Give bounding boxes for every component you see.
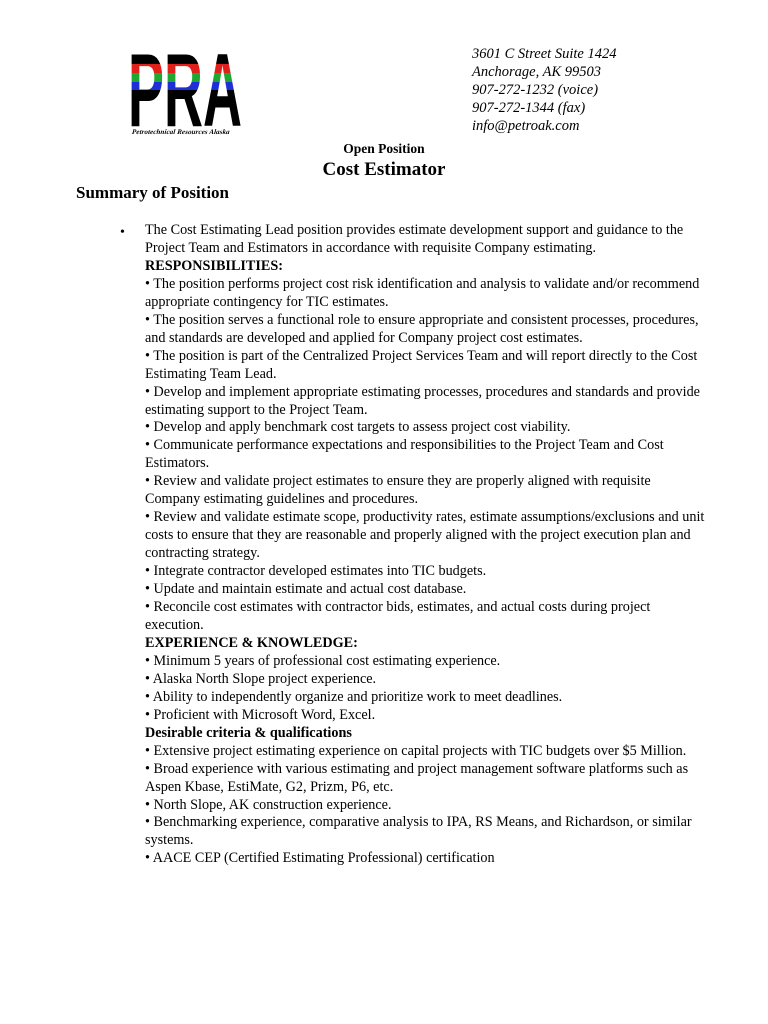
desirable-item: • AACE CEP (Certified Estimating Professional) certification: [145, 850, 495, 867]
responsibility-item: • Develop and apply benchmark cost targets to assess project cost viability.: [145, 419, 571, 436]
responsibility-item: • Reconcile cost estimates with contractor bids, estimates, and actual costs during project execution.: [145, 599, 651, 633]
intro-paragraph: The Cost Estimating Lead position provides estimate development support and guidance to the Project Team and Estimators in accordance with requisite Company estimating.: [145, 222, 684, 256]
desirable-heading: Desirable criteria & qualifications: [145, 724, 352, 741]
responsibilities-heading: RESPONSIBILITIES:: [145, 257, 283, 274]
responsibility-item: • The position is part of the Centralized Project Services Team and will report directly to the Cost Estimating Team Lead.: [145, 347, 698, 382]
email-address: info@petroak.com: [472, 118, 580, 134]
desirable-item: • North Slope, AK construction experience.: [145, 796, 392, 813]
responsibility-item: • The position serves a functional role to ensure appropriate and consistent processes, procedures, and standards are developed and applied for Company project cost estimates.: [145, 311, 699, 346]
page-title: Cost Estimator: [322, 159, 446, 180]
phone-fax: 907-272-1344 (fax): [472, 100, 586, 116]
logo-subtitle: Petrotechnical Resources Alaska: [131, 128, 231, 136]
responsibility-item: • The position performs project cost risk identification and analysis to validate and/or recommend appropriate contingency for TIC estimates.: [145, 275, 700, 310]
experience-item: • Ability to independently organize and prioritize work to meet deadlines.: [145, 688, 563, 705]
address-city: Anchorage, AK 99503: [472, 64, 602, 80]
phone-voice: 907-272-1232 (voice): [472, 82, 599, 98]
list-bullet: •: [120, 225, 125, 240]
responsibility-item: • Develop and implement appropriate estimating processes, procedures and standards and provide estimating support to the Project Team.: [145, 383, 700, 418]
experience-heading: EXPERIENCE & KNOWLEDGE:: [145, 634, 358, 651]
company-logo: [128, 44, 244, 142]
experience-item: • Alaska North Slope project experience.: [145, 670, 377, 687]
address-street: 3601 C Street Suite 1424: [472, 46, 617, 62]
responsibility-item: • Communicate performance expectations and responsibilities to the Project Team and Cost Estimators.: [145, 437, 664, 472]
desirable-item: • Benchmarking experience, comparative analysis to IPA, RS Means, and Richardson, or similar systems.: [145, 814, 692, 849]
contact-address: [472, 45, 616, 135]
responsibility-item: • Review and validate project estimates to ensure they are properly aligned with requisite Company estimating guidelines and procedures.: [145, 473, 651, 508]
open-position-label: Open Position: [343, 141, 425, 156]
experience-item: • Proficient with Microsoft Word, Excel.: [145, 706, 376, 723]
desirable-item: • Extensive project estimating experience on capital projects with TIC budgets over $5 Million.: [145, 742, 687, 759]
responsibility-item: • Review and validate estimate scope, productivity rates, estimate assumptions/exclusions and unit costs to ensure that they are reasonable and properly aligned with the project execution plan and contracting strategy.: [145, 509, 705, 562]
position-description: [145, 222, 705, 868]
pra-logo-graphic: [128, 44, 244, 128]
responsibility-item: • Update and maintain estimate and actual cost database.: [145, 581, 467, 598]
responsibility-item: • Integrate contractor developed estimates into TIC budgets.: [145, 563, 487, 580]
experience-item: • Minimum 5 years of professional cost estimating experience.: [145, 652, 501, 669]
desirable-item: • Broad experience with various estimating and project management software platforms such as Aspen Kbase, EstiMate, G2, Prizm, P6, etc.: [145, 760, 689, 795]
summary-heading: Summary of Position: [76, 183, 229, 202]
